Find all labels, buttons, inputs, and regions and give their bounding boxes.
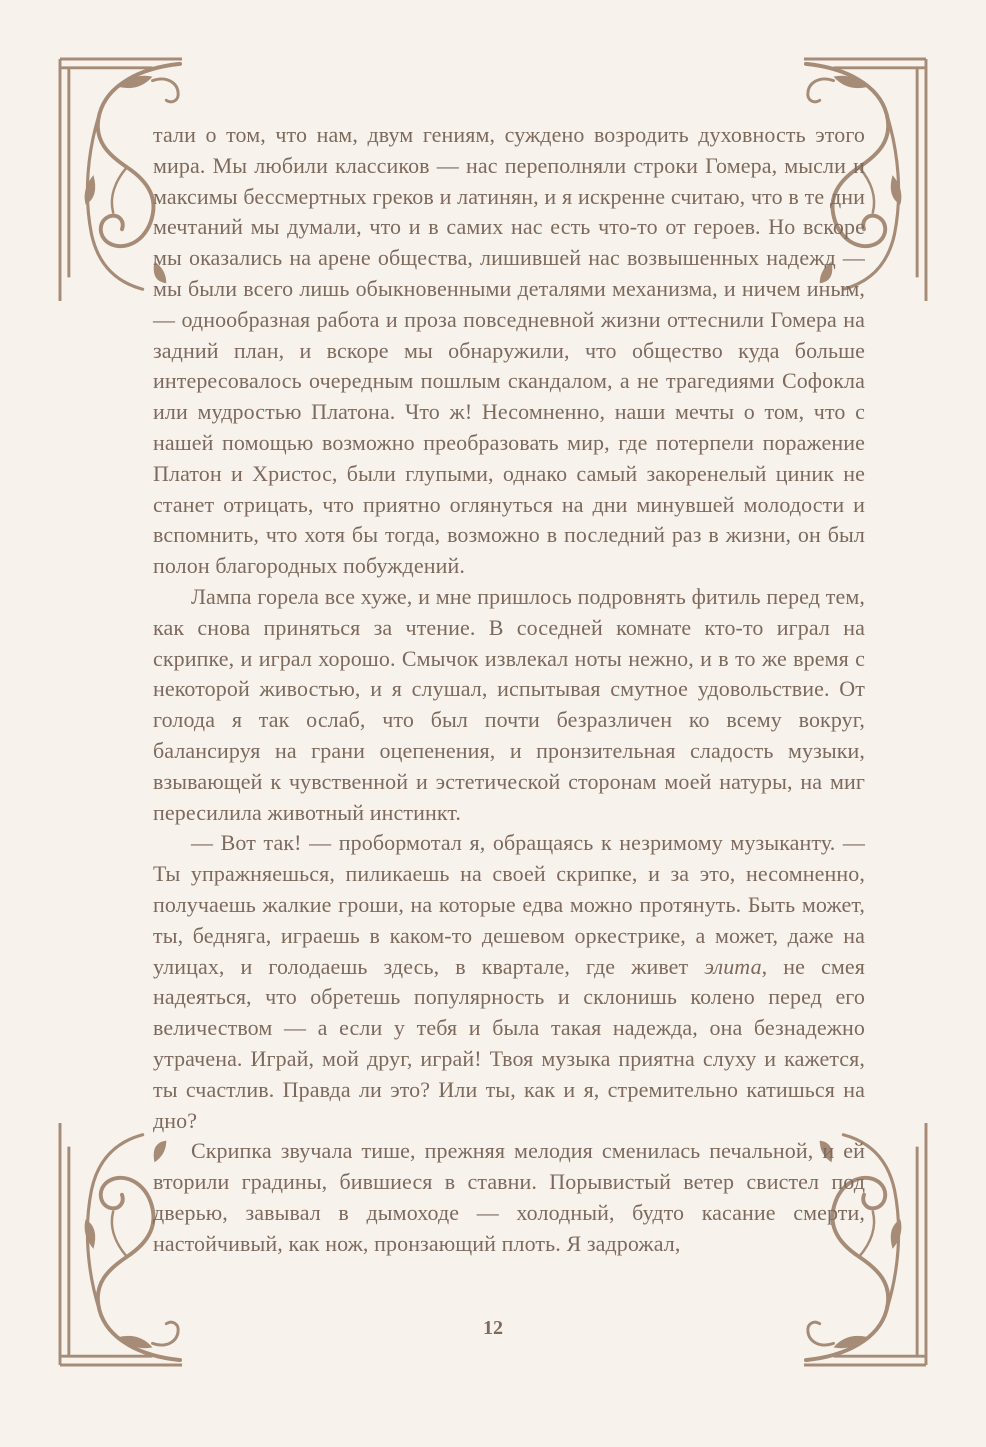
body-text: тали о том, что нам, двум гениям, суждено возродить духовность этого мира. Мы любили классиков — нас переполняли строки Гомера, мысли и максимы бессмертных греков и латинян, и я искренне считаю, что в те дни мечтаний мы думали, что и в самих нас есть что-то от героев. Но вскоре мы оказались на арене общества, лишившей нас возвышенных надежд — мы были всего лишь обыкновенными деталями механизма, и ничем иным, — однообразная работа и проза повседневной жизни оттеснили Гомера на задний план, и вскоре мы обнаружили, что общество куда больше интересовалось очередным пошлым скандалом, а не трагедиями Софокла или мудростью Платона. Что ж! Несомненно, наши мечты о том, что с нашей помощью возможно преобразовать мир, где потерпели поражение Платон и Христос, были глупыми, однако самый закоренелый циник не станет отрицать, что приятно оглянуться на дни минувшей молодости и вспомнить, что хотя бы тогда, возможно в последний раз в жизни, он был полон благородных побуждений. — [153, 122, 865, 579]
paragraph — [153, 120, 865, 582]
italic-text: элита — [704, 953, 762, 979]
body-text: Скрипка звучала тише, прежняя мелодия сменилась печальной, и ей вторили градины, бившиеся в ставни. Порывистый ветер свистел под дверью, завывал в дымоходе — холодный, будто касание смерти, настойчивый, как нож, пронзающий плоть. Я задрожал, — [153, 1138, 865, 1256]
paragraph — [153, 828, 865, 1136]
body-text: Лампа горела все хуже, и мне пришлось подровнять фитиль перед тем, как снова приняться за чтение. В соседней комнате кто-то играл на скрипке, и играл хорошо. Смычок извлекал ноты нежно, и в то же время с некоторой живостью, и я слушал, испытывая смутное удовольствие. От голода я так ослаб, что был почти безразличен ко всему вокруг, балансируя на грани оцепенения, и пронзительная сладость музыки, взывающей к чувственной и эстетической сторонам моей натуры, на миг пересилила животный инстинкт. — [153, 583, 865, 825]
paragraph — [153, 1136, 865, 1259]
body-text: , не смея надеяться, что обретешь популярность и склонишь колено перед его величеством — а если у тебя и была такая надежда, она безнадежно утрачена. Играй, мой друг, играй! Твоя музыка приятна слуху и кажется, ты счастлив. Правда ли это? Или ты, как и я, стремительно катишься на дно? — [153, 953, 865, 1133]
paragraph — [153, 582, 865, 828]
page-text — [153, 120, 865, 1259]
body-text: — Вот так! — пробормотал я, обращаясь к незримому музыканту. — Ты упражняешься, пиликаешь на своей скрипке, и за это, несомненно, получаешь жалкие гроши, на которые едва можно протянуть. Быть может, ты, бедняга, играешь в каком-то дешевом оркестрике, а может, даже на улицах, и голодаешь здесь, в квартале, где живет — [153, 830, 865, 979]
page-number: 12 — [483, 1317, 503, 1339]
